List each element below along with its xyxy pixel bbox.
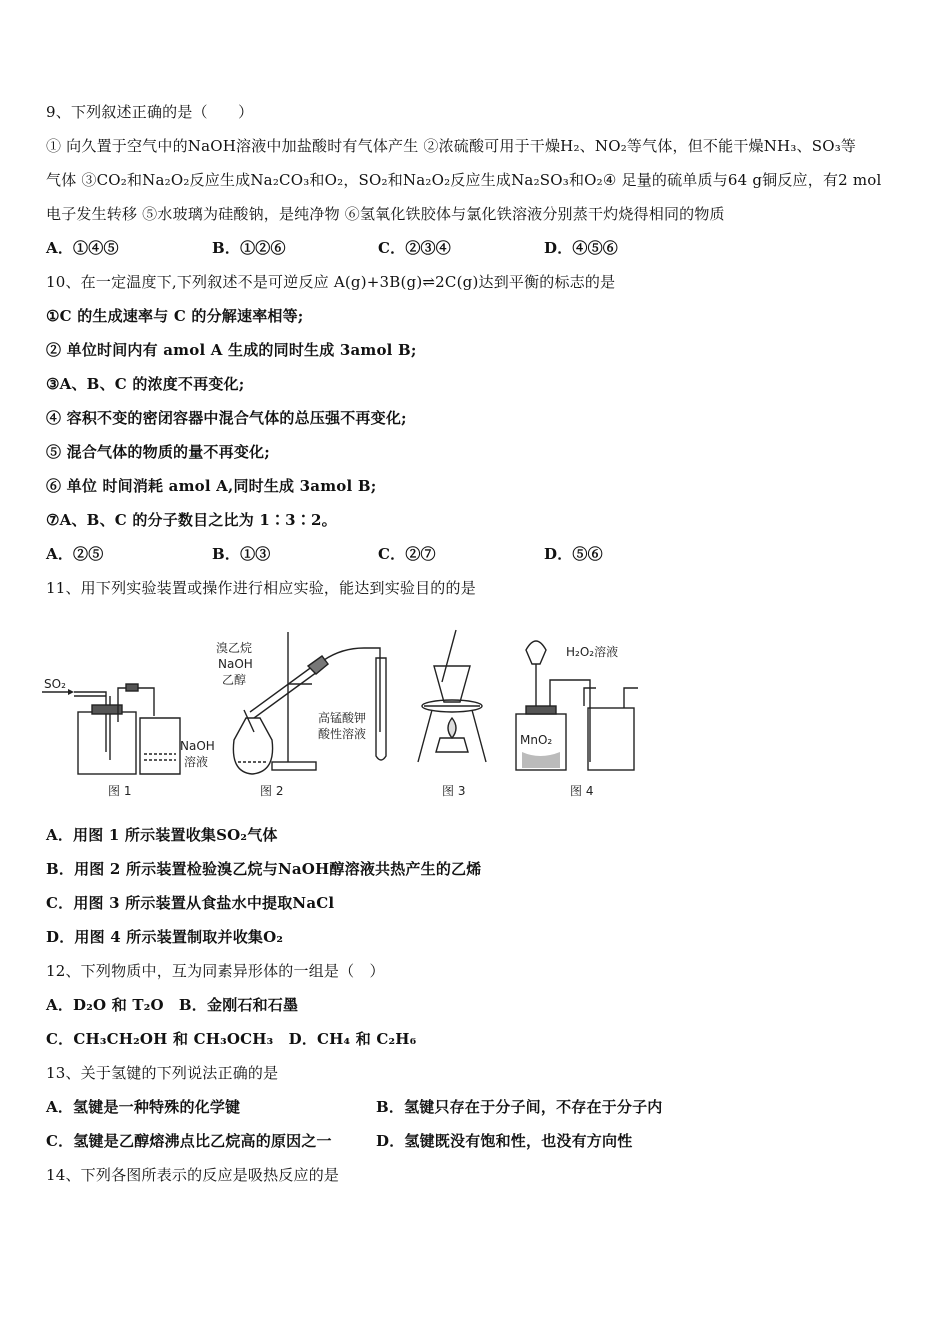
q11-option-b: B．用图 2 所示装置检验溴乙烷与NaOH醇溶液共热产生的乙烯 — [46, 860, 482, 878]
q12-stem: 12、下列物质中，互为同素异形体的一组是（ ） — [46, 962, 385, 980]
q10-option-b: B．①③ — [212, 545, 271, 563]
q10-item-6: ⑥ 单位 时间消耗 amol A,同时生成 3amol B; — [46, 477, 377, 495]
q12-options-row-2: C．CH₃CH₂OH 和 CH₃OCH₃ D．CH₄ 和 C₂H₆ — [46, 1030, 417, 1048]
fig2-label-bromoethane: 溴乙烷 — [216, 641, 253, 655]
q9-option-a: A．①④⑤ — [46, 239, 119, 257]
q11-option-d: D．用图 4 所示装置制取并收集O₂ — [46, 928, 284, 946]
figure-1-gas-collection-apparatus — [42, 677, 215, 798]
fig2-label-kmno4-1: 高锰酸钾 — [318, 711, 367, 725]
figure-3-evaporation-apparatus — [418, 630, 486, 798]
q10-option-a: A．②⑤ — [46, 545, 104, 563]
q11-option-c: C．用图 3 所示装置从食盐水中提取NaCl — [46, 894, 335, 912]
fig1-naoh-label-1: NaOH — [180, 739, 215, 753]
q10-option-c: C．②⑦ — [378, 545, 436, 563]
fig2-label-kmno4-2: 酸性溶液 — [318, 727, 367, 741]
q10-stem: 10、在一定温度下,下列叙述不是可逆反应 A(g)+3B(g)⇌2C(g)达到平衡的标志的是 — [46, 273, 616, 291]
q11-stem: 11、用下列实验装置或操作进行相应实验，能达到实验目的的是 — [46, 579, 476, 597]
q13-option-d: D．氢键既没有饱和性，也没有方向性 — [376, 1132, 633, 1150]
q9-text-line-3: 电子发生转移 ⑤水玻璃为硅酸钠，是纯净物 ⑥氢氧化铁胶体与氯化铁溶液分别蒸干灼烧得相同的物质 — [46, 205, 725, 223]
q13-stem: 13、关于氢键的下列说法正确的是 — [46, 1064, 279, 1082]
q10-item-3: ③A、B、C 的浓度不再变化; — [46, 375, 245, 393]
q13-option-a: A．氢键是一种特殊的化学键 — [46, 1098, 241, 1116]
q13-options-row-1 — [46, 1097, 906, 1117]
q13-options-row-2 — [46, 1131, 906, 1151]
figure-2-elimination-test-apparatus — [216, 632, 386, 798]
q10-item-4: ④ 容积不变的密闭容器中混合气体的总压强不再变化; — [46, 409, 407, 427]
fig4-mno2-label: MnO₂ — [520, 733, 553, 747]
q10-option-d: D．⑤⑥ — [544, 545, 603, 563]
q14-stem: 14、下列各图所表示的反应是吸热反应的是 — [46, 1166, 340, 1184]
q9-text-line-2: 气体 ③CO₂和Na₂O₂反应生成Na₂CO₃和O₂，SO₂和Na₂O₂反应生成Na₂SO₃和O₂④ 足量的硫单质与64 g铜反应，有2 mol — [46, 171, 882, 189]
fig1-naoh-label-2: 溶液 — [184, 755, 209, 769]
q13-option-c: C．氢键是乙醇熔沸点比乙烷高的原因之一 — [46, 1132, 332, 1150]
q9-text-line-1: ① 向久置于空气中的NaOH溶液中加盐酸时有气体产生 ②浓硫酸可用于干燥H₂、NO₂等气体，但不能干燥NH₃、SO₃等 — [46, 137, 857, 155]
q9-option-c: C．②③④ — [378, 239, 451, 257]
q10-item-1: ①C 的生成速率与 C 的分解速率相等; — [46, 307, 304, 325]
fig1-so2-label: SO₂ — [44, 677, 66, 691]
fig1-caption: 图 1 — [108, 784, 132, 798]
q12-options-row-1: A．D₂O 和 T₂O B．金刚石和石墨 — [46, 996, 299, 1014]
figure-4-oxygen-generation-apparatus — [516, 641, 638, 798]
q9-stem: 9、下列叙述正确的是（ ） — [46, 103, 254, 121]
q9-option-d: D．④⑤⑥ — [544, 239, 619, 257]
q10-item-5: ⑤ 混合气体的物质的量不再变化; — [46, 443, 270, 461]
fig3-caption: 图 3 — [442, 784, 466, 798]
fig4-caption: 图 4 — [570, 784, 594, 798]
fig2-caption: 图 2 — [260, 784, 284, 798]
q10-item-2: ② 单位时间内有 amol A 生成的同时生成 3amol B; — [46, 341, 417, 359]
fig2-label-naoh: NaOH — [218, 657, 253, 671]
fig2-label-ethanol: 乙醇 — [222, 673, 247, 687]
q9-option-b: B．①②⑥ — [212, 239, 286, 257]
q9-options — [46, 238, 906, 258]
fig4-h2o2-label: H₂O₂溶液 — [566, 645, 619, 659]
q10-options — [46, 544, 906, 564]
q11-option-a: A．用图 1 所示装置收集SO₂气体 — [46, 826, 278, 844]
q11-apparatus-figure — [40, 622, 650, 802]
q10-item-7: ⑦A、B、C 的分子数目之比为 1∶3∶2。 — [46, 511, 337, 529]
q13-option-b: B．氢键只存在于分子间，不存在于分子内 — [376, 1098, 663, 1116]
